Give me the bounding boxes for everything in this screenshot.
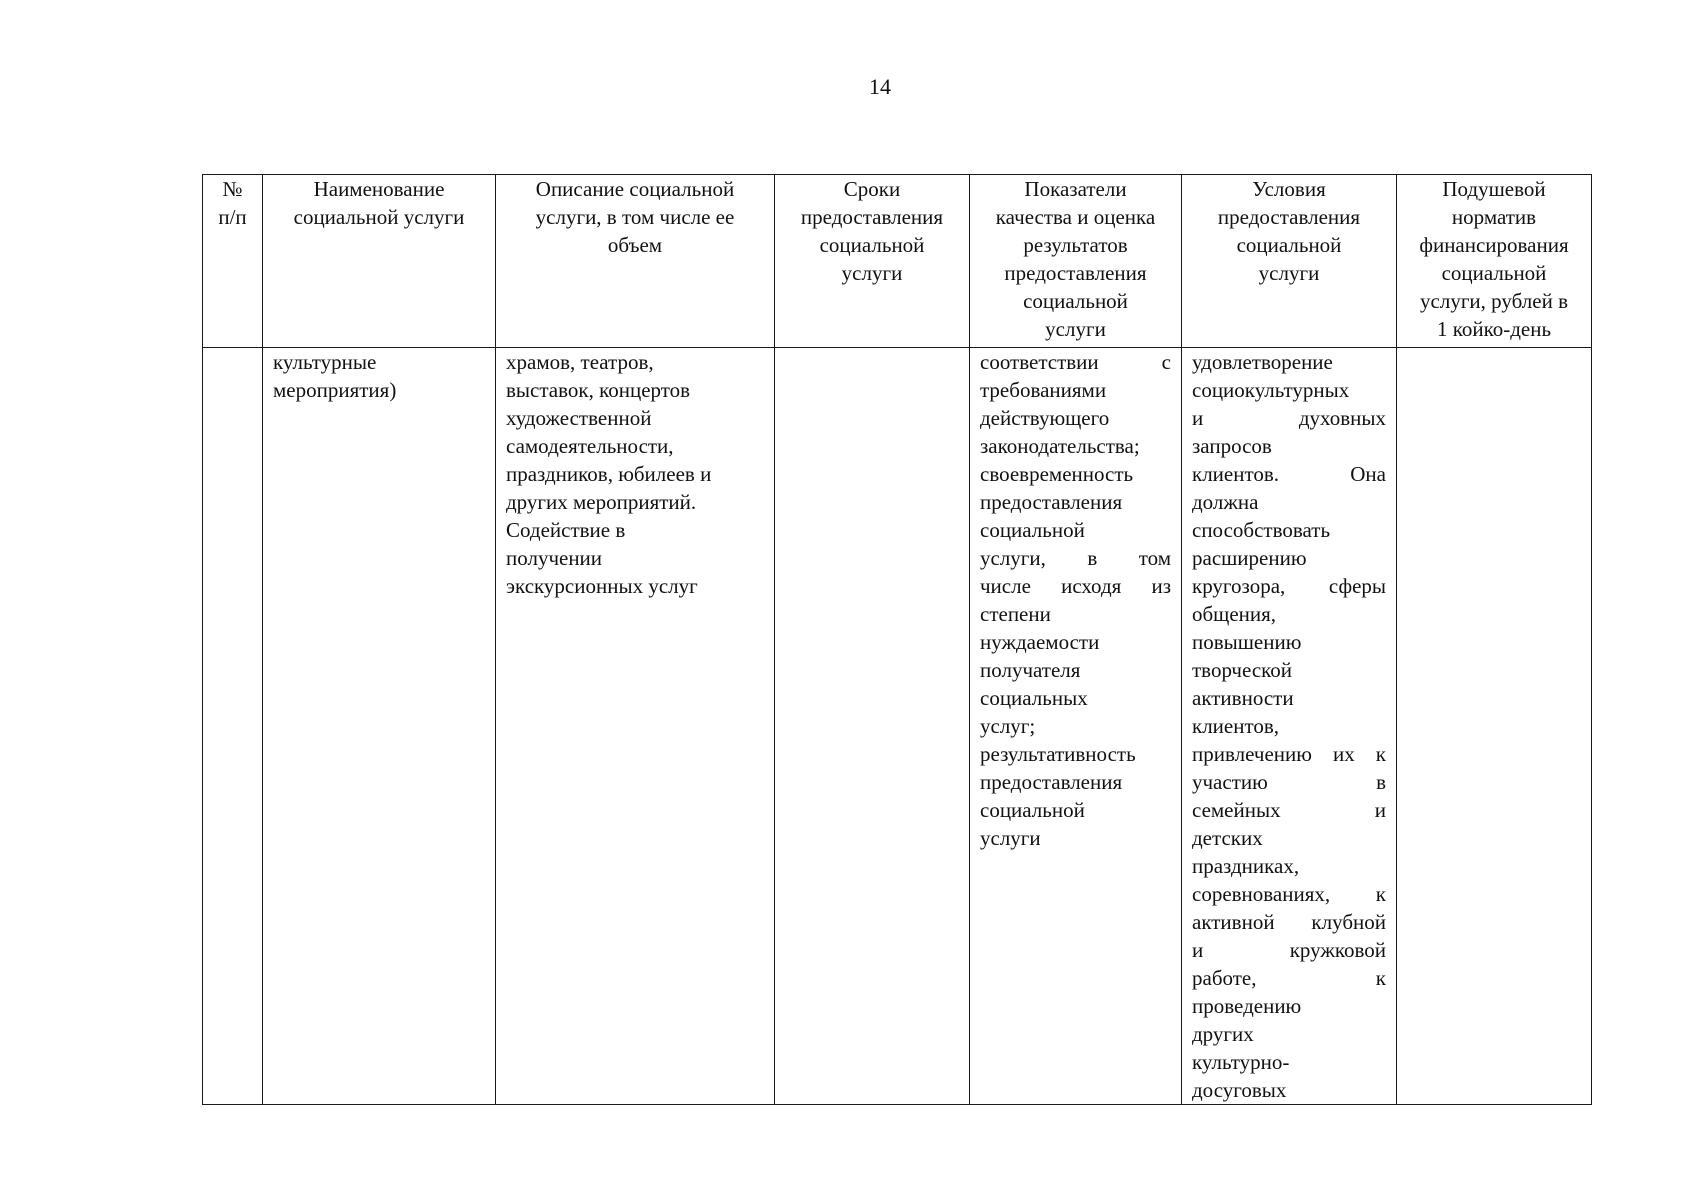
text-line: Условия: [1252, 177, 1326, 201]
text-line: законодательства;: [980, 434, 1140, 458]
text-line: социокультурных: [1192, 378, 1350, 402]
text-line: социальной: [980, 798, 1085, 822]
text-line: №: [222, 177, 243, 201]
text-line: досуговых: [1192, 1078, 1287, 1102]
text-line: детских: [1192, 826, 1263, 850]
social-services-table: [202, 174, 1592, 1105]
text-line: социальной: [980, 518, 1085, 542]
text-line: должна: [1192, 490, 1259, 514]
text-line: привлечению их к: [1192, 742, 1386, 766]
text-line: выставок, концертов: [506, 378, 691, 402]
text-line: культурно-: [1192, 1050, 1290, 1074]
text-line: качества и оценка: [995, 205, 1156, 229]
text-line: социальных: [980, 686, 1088, 710]
text-line: норматив: [1451, 205, 1537, 229]
text-line: требованиями: [980, 378, 1107, 402]
text-line: других мероприятий.: [506, 490, 697, 514]
text-line: предоставления: [800, 205, 944, 229]
text-line: активной клубной: [1192, 910, 1386, 934]
text-line: Сроки: [843, 177, 901, 201]
text-line: степени: [980, 602, 1051, 626]
text-line: социальной: [1023, 289, 1128, 313]
text-line: услуги, в том числе ее: [535, 205, 735, 229]
table-row: [203, 348, 1592, 1105]
text-line: семейных и: [1192, 798, 1386, 822]
text-line: других: [1192, 1022, 1254, 1046]
text-line: способствовать: [1192, 518, 1331, 542]
text-line: объем: [607, 233, 663, 257]
header-quality-indicators: [970, 175, 1182, 348]
text-line: предоставления: [1004, 261, 1147, 285]
text-line: художественной: [506, 406, 652, 430]
cell-conditions: [1182, 348, 1397, 1105]
cell-service-name: [263, 348, 496, 1105]
text-line: запросов: [1192, 434, 1272, 458]
cell-quality-indicators: [970, 348, 1182, 1105]
text-line: 1 койко-день: [1436, 317, 1552, 341]
text-line: Показатели: [1024, 177, 1127, 201]
text-line: услуги: [1258, 261, 1320, 285]
cell-financing-norm: [1397, 348, 1592, 1105]
text-line: действующего: [980, 406, 1110, 430]
table-header-row: [203, 175, 1592, 348]
header-service-name: [263, 175, 496, 348]
cell-number: [203, 348, 263, 1105]
text-line: экскурсионных услуг: [506, 574, 698, 598]
text-line: самодеятельности,: [506, 434, 674, 458]
text-line: услуги: [1045, 317, 1106, 341]
text-line: соответствии с: [980, 350, 1171, 374]
text-line: клиентов. Она: [1192, 462, 1386, 486]
text-line: получателя: [980, 658, 1081, 682]
text-line: творческой: [1192, 658, 1293, 682]
text-line: предоставления: [980, 490, 1123, 514]
header-number: [203, 175, 263, 348]
text-line: участию в: [1192, 770, 1386, 794]
header-conditions: [1182, 175, 1397, 348]
text-line: расширению: [1192, 546, 1307, 570]
text-line: социальной: [1236, 233, 1342, 257]
text-line: услуги, рублей в: [1420, 289, 1568, 313]
text-line: числе исходя из: [980, 574, 1171, 598]
text-line: Наименование: [313, 177, 445, 201]
text-line: услуг;: [980, 714, 1036, 738]
text-line: социальной: [1441, 261, 1547, 285]
header-description: [496, 175, 775, 348]
text-line: культурные: [273, 350, 377, 374]
text-line: проведению: [1192, 994, 1302, 1018]
text-line: Содействие в: [506, 518, 626, 542]
text-line: услуги: [980, 826, 1041, 850]
header-terms: [775, 175, 970, 348]
text-line: Описание социальной: [535, 177, 735, 201]
text-line: получении: [506, 546, 603, 570]
text-line: мероприятия): [273, 378, 397, 402]
text-line: храмов, театров,: [506, 350, 654, 374]
text-line: услуги, в том: [980, 546, 1171, 570]
text-line: удовлетворение: [1192, 350, 1333, 374]
text-line: праздниках,: [1192, 854, 1300, 878]
text-line: соревнованиях, к: [1192, 882, 1386, 906]
text-line: социальной: [819, 233, 925, 257]
text-line: и кружковой: [1192, 938, 1386, 962]
text-line: результативность: [980, 742, 1136, 766]
text-line: и духовных: [1192, 406, 1386, 430]
text-line: финансирования: [1419, 233, 1569, 257]
header-financing-norm: [1397, 175, 1592, 348]
text-line: п/п: [218, 205, 247, 229]
text-line: повышению: [1192, 630, 1302, 654]
text-line: социальной услуги: [293, 205, 465, 229]
text-line: общения,: [1192, 602, 1277, 626]
text-line: своевременность: [980, 462, 1134, 486]
text-line: результатов: [1023, 233, 1128, 257]
cell-terms: [775, 348, 970, 1105]
text-line: предоставления: [980, 770, 1123, 794]
text-line: кругозора, сферы: [1192, 574, 1386, 598]
text-line: клиентов,: [1192, 714, 1280, 738]
text-line: предоставления: [1217, 205, 1361, 229]
cell-description: [496, 348, 775, 1105]
text-line: работе, к: [1192, 966, 1386, 990]
text-line: Подушевой: [1442, 177, 1546, 201]
text-line: активности: [1192, 686, 1294, 710]
text-line: услуги: [841, 261, 903, 285]
text-line: праздников, юбилеев и: [506, 462, 712, 486]
text-line: нуждаемости: [980, 630, 1100, 654]
page-number: 14: [869, 74, 891, 99]
